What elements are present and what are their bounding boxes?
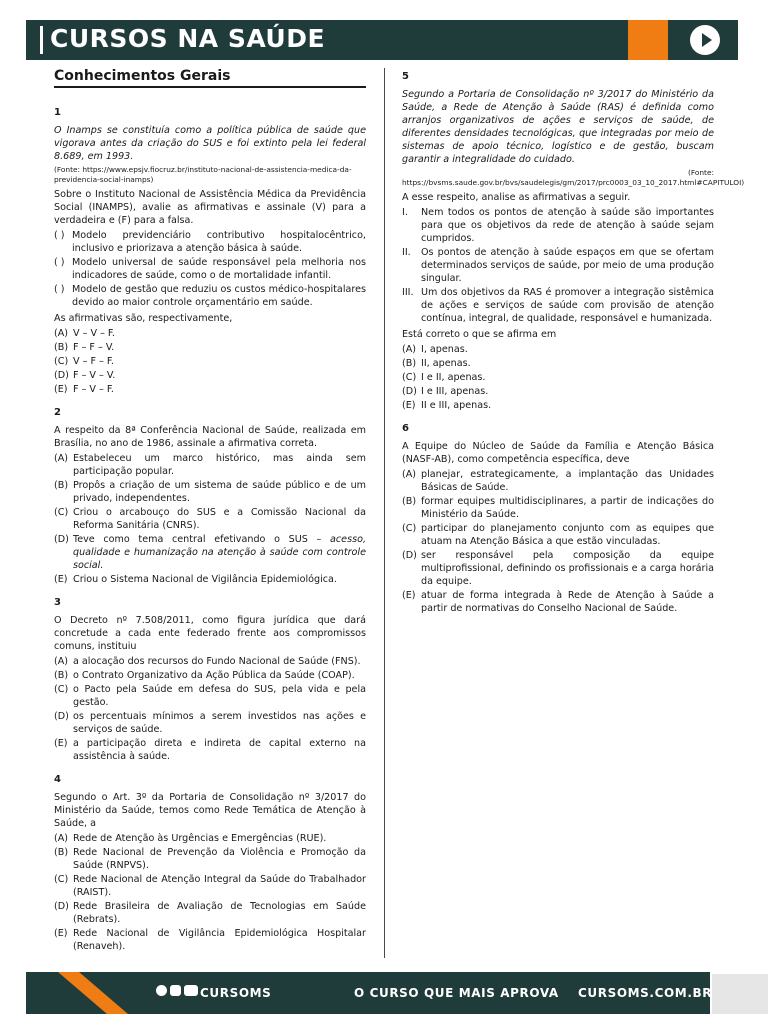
option-item (54, 683, 366, 709)
left-column (54, 70, 366, 954)
option-item (54, 873, 366, 899)
statement-list (54, 229, 366, 309)
option-item (54, 341, 366, 354)
option-letter: (A) (54, 328, 69, 339)
instagram-icon[interactable] (170, 985, 181, 996)
header-accent-line (40, 26, 43, 54)
option-text: planejar, estrategicamente, a implantação das Unidades Básicas de Saúde. (421, 469, 714, 493)
option-item (54, 383, 366, 396)
question-source: (Fonte: https://bvsms.saude.gov.br/bvs/saudelegis/gm/2017/prc0003_03_10_2017.html#CAPITULOI) (402, 168, 745, 187)
option-item (54, 737, 366, 763)
option-letter: (E) (402, 400, 416, 411)
option-letter: (A) (54, 656, 69, 667)
option-item (54, 327, 366, 340)
option-item (402, 357, 714, 370)
option-list (54, 832, 366, 953)
question-number: 4 (54, 774, 61, 785)
option-text: I e III, apenas. (421, 386, 489, 397)
statement-mark: III. (402, 287, 414, 298)
question-stem: Segundo o Art. 3º da Portaria de Consolidação nº 3/2017 do Ministério da Saúde, temos como Rede Temática de Atenção à Saúde, a (54, 792, 366, 829)
statement-text: Nem todos os pontos de atenção à saúde são importantes para que os objetivos da rede de atenção à saúde sejam cumpridos. (421, 207, 714, 244)
option-item (54, 927, 366, 953)
option-letter: (C) (402, 372, 417, 383)
option-item (54, 846, 366, 872)
section-title: Conhecimentos Gerais (54, 70, 366, 88)
statement-text: Modelo de gestão que reduziu os custos médico-hospitalares devido ao maior controle orçamentário em saúde. (72, 284, 366, 308)
option-letter: (D) (402, 386, 417, 397)
option-text (73, 533, 366, 572)
option-text: F – F – V. (73, 342, 115, 353)
option-text: V – V – F. (73, 328, 115, 339)
play-icon (702, 33, 712, 47)
option-letter: (C) (402, 523, 417, 534)
option-text: os percentuais mínimos a serem investidos nas ações e serviços de saúde. (73, 711, 366, 735)
option-text: II, apenas. (421, 358, 471, 369)
option-text: participar do planejamento conjunto com as equipes que atuam na Atenção Básica a que estão vinculadas. (421, 523, 714, 547)
social-icons (156, 985, 198, 996)
option-text-regular: Teve como tema central efetivando o SUS – (73, 534, 322, 545)
question-number: 6 (402, 423, 409, 434)
option-letter: (D) (54, 534, 69, 545)
statement-mark: I. (402, 207, 408, 218)
option-letter: (A) (402, 344, 417, 355)
option-letter: (C) (54, 507, 69, 518)
option-list (54, 655, 366, 763)
question-stem: Segundo a Portaria de Consolidação nº 3/2017 do Ministério da Saúde, a Rede de Atenção à Saúde (RAS) é definida como arranjos organizativos de ações e serviços de saúde, de diferentes densidades tecnológicas, que integradas por meio de sistemas de apoio técnico, logístico e de gestão, buscam garantir a integralidade do cuidado. (402, 89, 714, 165)
option-item (402, 371, 714, 384)
option-list (54, 452, 366, 586)
option-letter: (A) (54, 453, 69, 464)
option-item (54, 573, 366, 586)
statement-text: Modelo universal de saúde responsável pela melhoria nos indicadores de saúde, como o de mortalidade infantil. (72, 257, 366, 281)
statement-mark: ( ) (54, 284, 65, 295)
option-text: Estabeleceu um marco histórico, mas ainda sem participação popular. (73, 453, 366, 477)
footer-site[interactable]: CURSOMS.COM.BR (578, 986, 713, 1000)
option-text: Rede Nacional de Vigilância Epidemiológica Hospitalar (Renaveh). (73, 928, 366, 952)
option-item (54, 669, 366, 682)
question-stem: O Decreto nº 7.508/2011, como figura jurídica que dará concretude a cada ente federado frente aos compromissos comuns, instituiu (54, 615, 366, 652)
option-text: I, apenas. (421, 344, 468, 355)
option-letter: (A) (54, 833, 69, 844)
option-item (402, 589, 714, 615)
statement-item (54, 283, 366, 309)
question-intro: Sobre o Instituto Nacional de Assistência Médica da Previdência Social (INAMPS), avalie as afirmativas e assinale (V) para a verdadeira e (F) para a falsa. (54, 189, 366, 226)
statement-mark: II. (402, 247, 411, 258)
statement-mark: ( ) (54, 257, 65, 268)
question-intro: A esse respeito, analise as afirmativas a seguir. (402, 192, 631, 203)
option-item (402, 343, 714, 356)
option-item (54, 452, 366, 478)
statement-item (54, 229, 366, 255)
question-stem: A Equipe do Núcleo de Saúde da Família e Atenção Básica (NASF-AB), como competência específica, deve (402, 441, 714, 465)
option-letter: (C) (54, 874, 69, 885)
statement-text: Um dos objetivos da RAS é promover a integração sistêmica de ações e serviços de saúde com provisão de atenção contínua, integral, de qualidade, responsável e humanizada. (421, 287, 714, 324)
question-number: 2 (54, 407, 61, 418)
option-list (402, 343, 714, 412)
statement-item (402, 206, 714, 245)
statement-text: Modelo previdenciário contributivo hospitalocêntrico, inclusivo e priorizava a atenção básica à saúde. (72, 230, 366, 254)
option-letter: (C) (54, 684, 69, 695)
option-text: II e III, apenas. (421, 400, 492, 411)
option-text: I e II, apenas. (421, 372, 486, 383)
option-text: o Pacto pela Saúde em defesa do SUS, pela vida e pela gestão. (73, 684, 366, 708)
question-number: 1 (54, 107, 61, 118)
option-item (402, 399, 714, 412)
option-item (54, 832, 366, 845)
footer-gray-block (712, 974, 768, 1014)
option-letter: (B) (402, 358, 417, 369)
statement-item (402, 286, 714, 325)
option-letter: (B) (54, 670, 69, 681)
option-letter: (B) (54, 847, 69, 858)
statement-mark: ( ) (54, 230, 65, 241)
right-column (402, 70, 745, 616)
option-text: o Contrato Organizativo da Ação Pública da Saúde (COAP). (73, 670, 355, 681)
option-text: formar equipes multidisciplinares, a partir de indicações do Ministério da Saúde. (421, 496, 714, 520)
column-divider (384, 68, 385, 958)
option-item (402, 468, 714, 494)
option-letter: (E) (54, 384, 68, 395)
question-number: 3 (54, 597, 61, 608)
statement-text: Os pontos de atenção à saúde espaços em que se ofertam determinados serviços de saúde, por meio de uma produção singular. (421, 247, 714, 284)
option-letter: (B) (402, 496, 417, 507)
question-number: 5 (402, 71, 409, 82)
option-text: Criou o arcabouço do SUS e a Comissão Nacional da Reforma Sanitária (CNRS). (73, 507, 366, 531)
question-prompt: Está correto o que se afirma em (402, 329, 557, 340)
option-text: a alocação dos recursos do Fundo Nacional de Saúde (FNS). (73, 656, 361, 667)
option-text-italic: acesso, qualidade e humanização na atenção à saúde com controle social. (73, 534, 366, 571)
statement-list (402, 206, 714, 325)
option-text: Propôs a criação de um sistema de saúde público e de um privado, independentes. (73, 480, 366, 504)
option-letter: (E) (54, 738, 68, 749)
option-letter: (C) (54, 356, 69, 367)
option-letter: (D) (54, 901, 69, 912)
option-letter: (D) (54, 711, 69, 722)
option-item (54, 479, 366, 505)
option-item (54, 355, 366, 368)
option-text: V – F – F. (73, 356, 114, 367)
facebook-icon[interactable] (156, 985, 167, 996)
option-item (54, 533, 366, 572)
option-item (402, 522, 714, 548)
option-list (54, 327, 366, 396)
option-text: Rede Nacional de Prevenção da Violência e Promoção da Saúde (RNPVS). (73, 847, 366, 871)
option-letter: (B) (54, 342, 69, 353)
option-text: atuar de forma integrada à Rede de Atenção à Saúde a partir de normativas do Conselho Nacional de Saúde. (421, 590, 714, 614)
option-text: Rede de Atenção às Urgências e Emergências (RUE). (73, 833, 327, 844)
question-prompt: As afirmativas são, respectivamente, (54, 313, 233, 324)
question-source: (Fonte: https://www.epsjv.fiocruz.br/instituto-nacional-de-assistencia-medica-da-previdencia-social-inamps) (54, 165, 352, 184)
option-text: ser responsável pela composição da equipe multiprofissional, definindo os profissionais e a carga horária da equipe. (421, 550, 714, 587)
option-item (402, 495, 714, 521)
option-text: F – V – F. (73, 384, 114, 395)
option-letter: (E) (54, 928, 68, 939)
option-list (402, 468, 714, 615)
question-stem: O Inamps se constituía como a política pública de saúde que vigorava antes da criação do SUS e foi extinto pela lei federal 8.689, em 1993. (54, 125, 366, 162)
youtube-icon[interactable] (184, 985, 198, 996)
option-text: Rede Brasileira de Avaliação de Tecnologias em Saúde (Rebrats). (73, 901, 366, 925)
statement-item (402, 246, 714, 285)
footer-slogan: O CURSO QUE MAIS APROVA (354, 986, 559, 1000)
option-item (402, 385, 714, 398)
option-letter: (E) (54, 574, 68, 585)
option-item (54, 900, 366, 926)
option-text: a participação direta e indireta de capital externo na assistência à saúde. (73, 738, 366, 762)
question-stem: A respeito da 8ª Conferência Nacional de Saúde, realizada em Brasília, no ano de 1986, assinale a afirmativa correta. (54, 425, 366, 449)
option-text: Criou o Sistema Nacional de Vigilância Epidemiológica. (73, 574, 337, 585)
option-letter: (D) (402, 550, 417, 561)
option-letter: (D) (54, 370, 69, 381)
option-letter: (A) (402, 469, 417, 480)
option-item (54, 506, 366, 532)
header-orange-block (628, 20, 668, 60)
option-item (54, 710, 366, 736)
option-item (402, 549, 714, 588)
footer-brand: CURSOMS (200, 986, 272, 1000)
option-item (54, 655, 366, 668)
option-item (54, 369, 366, 382)
statement-item (54, 256, 366, 282)
option-text: F – V – V. (73, 370, 116, 381)
option-text: Rede Nacional de Atenção Integral da Saúde do Trabalhador (RAIST). (73, 874, 366, 898)
header-title: CURSOS NA SAÚDE (50, 24, 326, 53)
option-letter: (E) (402, 590, 416, 601)
option-letter: (B) (54, 480, 69, 491)
